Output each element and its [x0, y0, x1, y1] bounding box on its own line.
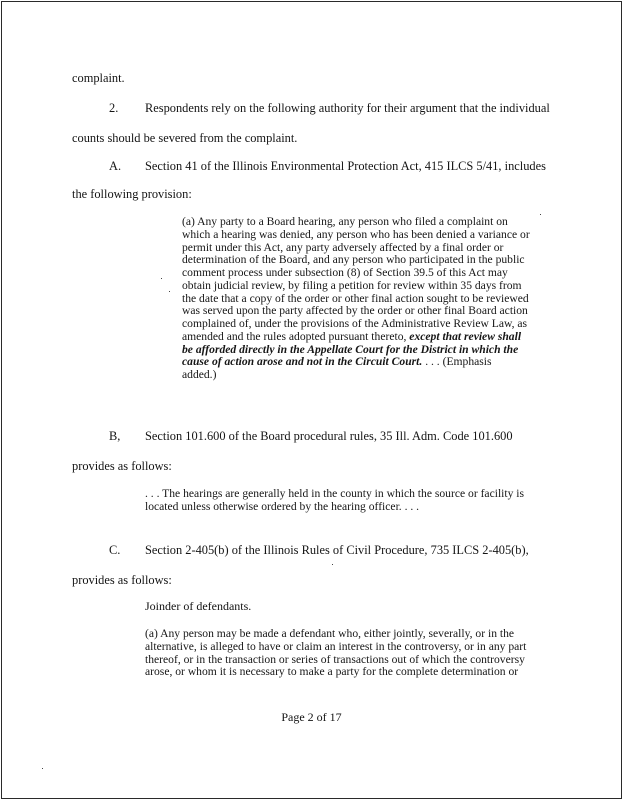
scan-speck	[540, 214, 541, 215]
quote-B-line-2: located unless otherwise ordered by the hearing officer. . . .	[145, 499, 420, 513]
quote-A-emphasis-start: except that review shall	[409, 329, 522, 343]
quote-A-line-4: determination of the Board, and any person who participated in the public	[182, 253, 525, 267]
document-page	[1, 1, 622, 799]
block-quote-C	[145, 628, 555, 679]
subparagraph-A-line-1: Section 41 of the Illinois Environmental Protection Act, 415 ILCS 5/41, includes	[145, 159, 546, 173]
quote-C-line-2: alternative, is alleged to have or claim an interest in the controversy, or in any part	[145, 639, 527, 653]
paragraph-2-line-1: Respondents rely on the following authority for their argument that the individual	[145, 101, 550, 115]
quote-A-line-12	[182, 356, 542, 369]
quote-B-line-1: . . . The hearings are generally held in the county in which the source or facility is	[145, 487, 525, 500]
paragraph-number-2: 2.	[109, 101, 119, 115]
quote-A-line-13: added.)	[182, 368, 217, 381]
subparagraph-B-line-2: provides as follows:	[72, 459, 172, 473]
subparagraph-A-label: A.	[109, 159, 122, 173]
quote-A-emphasis-end: cause of action arose and not in the Circuit Court.	[182, 355, 423, 369]
subparagraph-C-line-1: Section 2-405(b) of the Illinois Rules of Civil Procedure, 735 ILCS 2-405(b),	[145, 543, 529, 557]
quote-A-line-6: obtain judicial review, by filing a petition for review within 35 days from	[182, 278, 522, 292]
page-number-footer: Page 2 of 17	[281, 710, 342, 724]
subparagraph-C-label: C.	[109, 543, 121, 557]
quote-A-line-3: permit under this Act, any party adversely affected by a final order or	[182, 240, 504, 254]
paragraph-2-line-2: counts should be severed from the complaint.	[72, 131, 298, 145]
scan-speck	[169, 291, 170, 292]
scan-speck	[42, 768, 43, 769]
block-quote-A	[182, 216, 542, 382]
scan-speck	[161, 278, 162, 279]
quote-A-line-8: was served upon the party affected by the order or other final Board action	[182, 304, 528, 318]
quote-A-line-10-plain: amended and the rules adopted pursuant thereto,	[182, 329, 410, 343]
quote-A-line-9: complained of, under the provisions of the Administrative Review Law, as	[182, 317, 528, 330]
quote-A-line-2: which a hearing was denied, any person who has been denied a variance or	[182, 227, 530, 241]
quote-C-line-4: arose, or whom it is necessary to make a party for the complete determination or	[145, 665, 519, 679]
quote-A-line-12-plain: . . . (Emphasis	[422, 355, 492, 369]
subparagraph-C-line-2: provides as follows:	[72, 573, 172, 587]
subparagraph-A-line-2: the following provision:	[72, 187, 192, 201]
quote-C-heading: Joinder of defendants.	[145, 599, 252, 613]
quote-A-line-7: the date that a copy of the order or other final action sought to be reviewed	[182, 291, 529, 305]
paragraph-continuation: complaint.	[72, 71, 125, 85]
quote-C-line-1: (a) Any person may be made a defendant who, either jointly, severally, or in the	[145, 627, 515, 640]
quote-A-line-10	[182, 331, 542, 344]
scan-speck	[332, 564, 333, 565]
quote-A-line-5: comment process under subsection (8) of Section 39.5 of this Act may	[182, 266, 508, 279]
quote-C-line-3: thereof, or in the transaction or series of transactions out of which the controversy	[145, 652, 525, 666]
subparagraph-B-label: B,	[109, 429, 121, 443]
subparagraph-B-line-1: Section 101.600 of the Board procedural rules, 35 Ill. Adm. Code 101.600	[145, 429, 513, 443]
quote-A-line-1: (a) Any party to a Board hearing, any person who filed a complaint on	[182, 215, 508, 228]
block-quote-B	[145, 488, 555, 514]
quote-A-emphasis-middle: be afforded directly in the Appellate Court for the District in which the	[182, 342, 519, 356]
